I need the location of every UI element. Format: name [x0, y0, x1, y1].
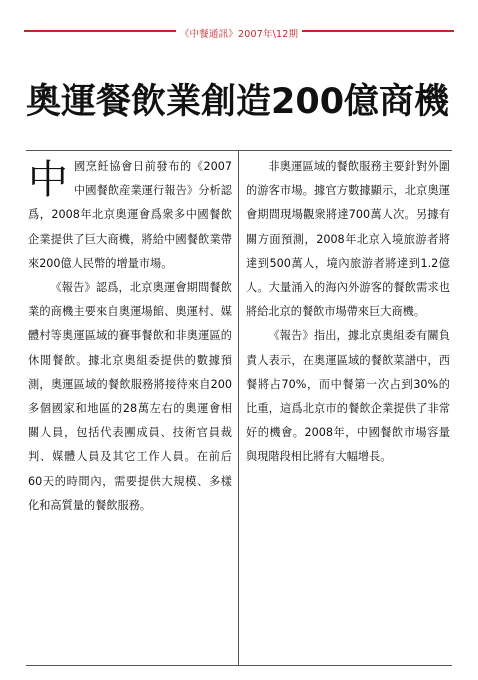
- left-column: [28, 155, 232, 518]
- top-rule: [26, 150, 452, 151]
- article-title: 奧運餐飲業創造200億商機: [26, 82, 450, 122]
- drop-cap: 中: [28, 157, 68, 203]
- bottom-rule: [26, 665, 452, 666]
- issue-label: [0, 22, 478, 41]
- issue-text: 《中餐通訊》2007年\12期: [176, 29, 302, 40]
- right-paragraph-1: 非奧運區域的餐飲服務主要針對外圍的游客市場。據官方數據顯示，北京奧運會期間現場觀衆將達700萬人次。另據有關方面預測，2008年北京入境旅游者將達到500萬人，境內旅游者將達到1.2億人。大量涌入的海內外游客的餐飲需求也將給北京的餐飲市場帶來巨大商機。: [246, 160, 450, 319]
- column-divider: [238, 150, 239, 666]
- left-paragraph-1-text: 國烹飪協會日前發布的《2007中國餐飲産業運行報告》分析認爲，2008年北京奧運會爲衆多中國餐飲企業提供了巨大商機，將給中國餐飲業帶來200億人民幣的增量市場。: [28, 160, 232, 270]
- right-column: [246, 155, 450, 470]
- left-paragraph-2: 《報告》認爲，北京奧運會期間餐飲業的商機主要來自奧運場館、奧運村、媒體村等奧運區域的賽事餐飲和非奧運區的休閒餐飲。據北京奧組委提供的數據預測，奧運區域的餐飲服務將接待來自200多個國家和地區的28萬左右的奧運會相關人員，包括代表團成員、技術官員裁判、媒體人員及其它工作人員。在前后60天的時間內，需要提供大規模、多樣化和高質量的餐飲服務。: [28, 281, 232, 512]
- left-paragraph-1: [28, 155, 232, 276]
- right-paragraph-2: 《報告》指出，據北京奧組委有關負責人表示，在奧運區域的餐飲菜譜中，西餐將占70%，而中餐第一次占到30%的比重，這爲北京市的餐飲企業提供了非常好的機會。2008年，中國餐飲市場容量與現階段相比將有大幅增長。: [246, 329, 450, 464]
